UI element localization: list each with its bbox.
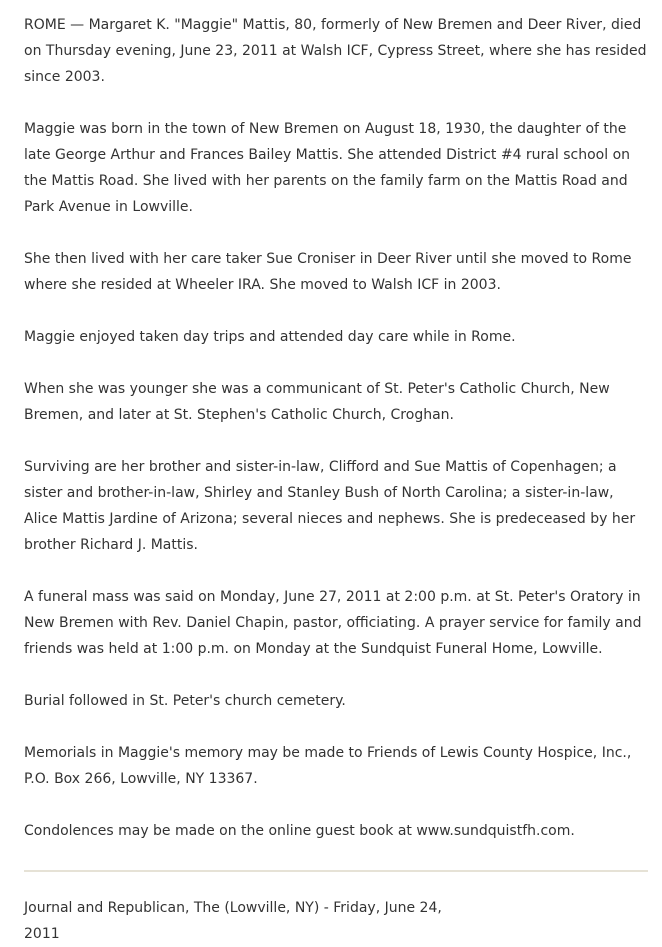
section-divider — [24, 870, 648, 872]
obituary-paragraph-condolences: Condolences may be made on the online guest book at www.sundquistfh.com. — [24, 823, 575, 839]
obituary-paragraph-residence: She then lived with her care taker Sue Croniser in Deer River until she moved to Rome where she resided at Wheeler IRA. She moved to Walsh ICF in 2003. — [24, 251, 632, 293]
obituary-paragraph-funeral: A funeral mass was said on Monday, June 27, 2011 at 2:00 p.m. at St. Peter's Oratory in New Bremen with Rev. Daniel Chapin, pastor, officiating. A prayer service for family and friends was held at 1:00 p.m. on Monday at the Sundquist Funeral Home, Lowville. — [24, 589, 642, 657]
obituary-paragraph-birth: Maggie was born in the town of New Bremen on August 18, 1930, the daughter of the late George Arthur and Frances Bailey Mattis. She attended District #4 rural school on the Mattis Road. She lived with her parents on the family farm on the Mattis Road and Park Avenue in Lowville. — [24, 121, 631, 215]
obituary-paragraph-survivors: Surviving are her brother and sister-in-law, Clifford and Sue Mattis of Copenhagen; a sister and brother-in-law, Shirley and Stanley Bush of North Carolina; a sister-in-law, Alice Mattis Jardine of Arizona; several nieces and nephews. She is predeceased by her brother Richard J. Mattis. — [24, 459, 636, 553]
obituary-paragraph-memorials: Memorials in Maggie's memory may be made to Friends of Lewis County Hospice, Inc., P.O. Box 266, Lowville, NY 13367. — [24, 745, 632, 787]
publication-source: Journal and Republican, The (Lowville, NY) - Friday, June 24, 2011 — [24, 900, 442, 942]
obituary-paragraph-church: When she was younger she was a communicant of St. Peter's Catholic Church, New Bremen, and later at St. Stephen's Catholic Church, Croghan. — [24, 381, 610, 423]
obituary-paragraph-opening: ROME — Margaret K. "Maggie" Mattis, 80, formerly of New Bremen and Deer River, died on Thursday evening, June 23, 2011 at Walsh ICF, Cypress Street, where she has resided since 2003. — [24, 17, 647, 85]
obituary-paragraph-activities: Maggie enjoyed taken day trips and attended day care while in Rome. — [24, 329, 516, 345]
obituary-paragraph-burial: Burial followed in St. Peter's church cemetery. — [24, 693, 346, 709]
